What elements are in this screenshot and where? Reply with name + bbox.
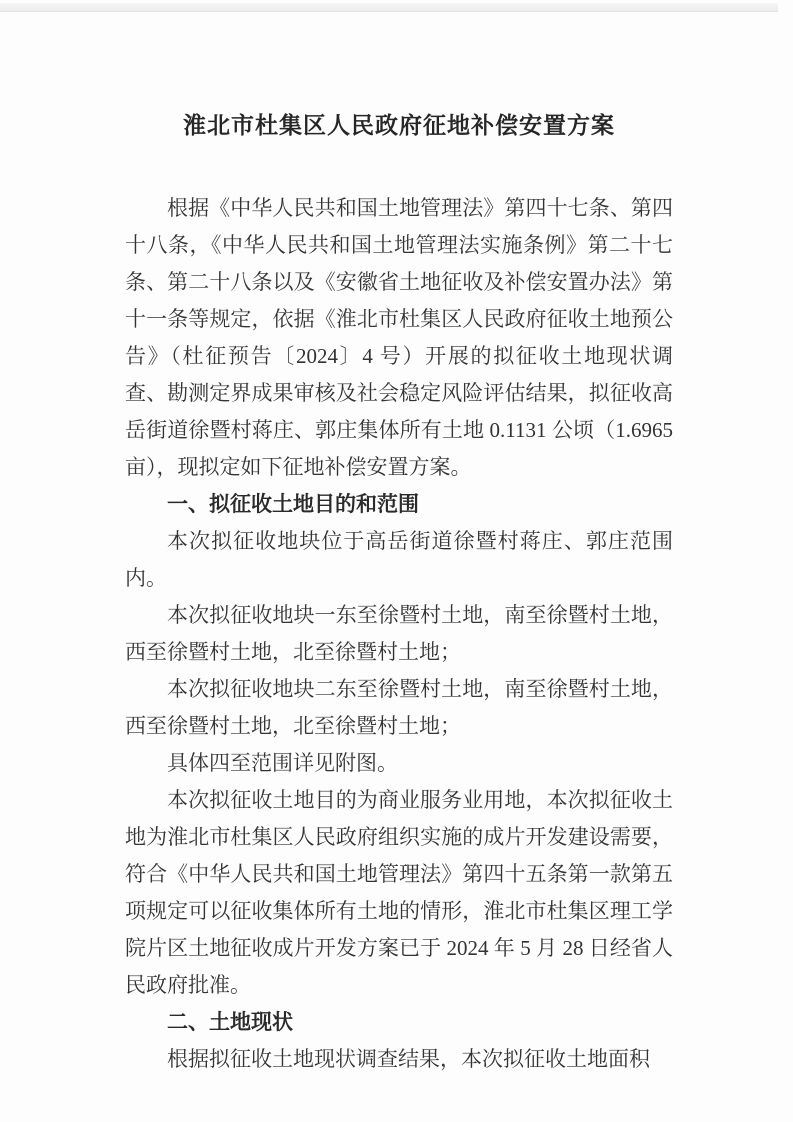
heading-section-1-purpose-and-scope: 一、拟征收土地目的和范围 xyxy=(167,493,419,516)
paragraph-parcel-2-boundaries: 本次拟征收地块二东至徐暨村土地，南至徐暨村土地，西至徐暨村土地，北至徐暨村土地； xyxy=(125,677,673,738)
paragraph-parcel-1-boundaries: 本次拟征收地块一东至徐暨村土地，南至徐暨村土地，西至徐暨村土地，北至徐暨村土地； xyxy=(125,603,673,664)
paragraph-location: 本次拟征收地块位于高岳街道徐暨村蒋庄、郭庄范围内。 xyxy=(125,529,673,590)
document-body xyxy=(125,190,673,1078)
paragraph-legal-basis: 根据《中华人民共和国土地管理法》第四十七条、第四十八条，《中华人民共和国土地管理法实施条例》第二十七条、第二十八条以及《安徽省土地征收及补偿安置办法》第十一条等规定，依据《淮北市杜集区人民政府征收土地预公告》（杜征预告〔2024〕4 号）开展的拟征收土地现状调查、勘测定界成果审核及社会稳定风险评估结果，拟征收高岳街道徐暨村蒋庄、郭庄集体所有土地 0.1131 公顷（1.6965 亩），现拟定如下征地补偿安置方案。 xyxy=(125,196,673,479)
document-content xyxy=(125,0,673,1078)
paragraph-purpose-and-approval: 本次拟征收土地目的为商业服务业用地，本次拟征收土地为淮北市杜集区人民政府组织实施的成片开发建设需要，符合《中华人民共和国土地管理法》第四十五条第一款第五项规定可以征收集体所有土地的情形，淮北市杜集区理工学院片区土地征收成片开发方案已于 2024 年 5 月 28 日经省人民政府批准。 xyxy=(125,788,673,997)
heading-section-2-land-status: 二、土地现状 xyxy=(167,1011,293,1034)
paragraph-boundary-map-note: 具体四至范围详见附图。 xyxy=(167,751,398,775)
document-title: 淮北市杜集区人民政府征地补偿安置方案 xyxy=(183,112,615,138)
paragraph-land-status-survey: 根据拟征收土地现状调查结果，本次拟征收土地面积 xyxy=(167,1047,650,1071)
